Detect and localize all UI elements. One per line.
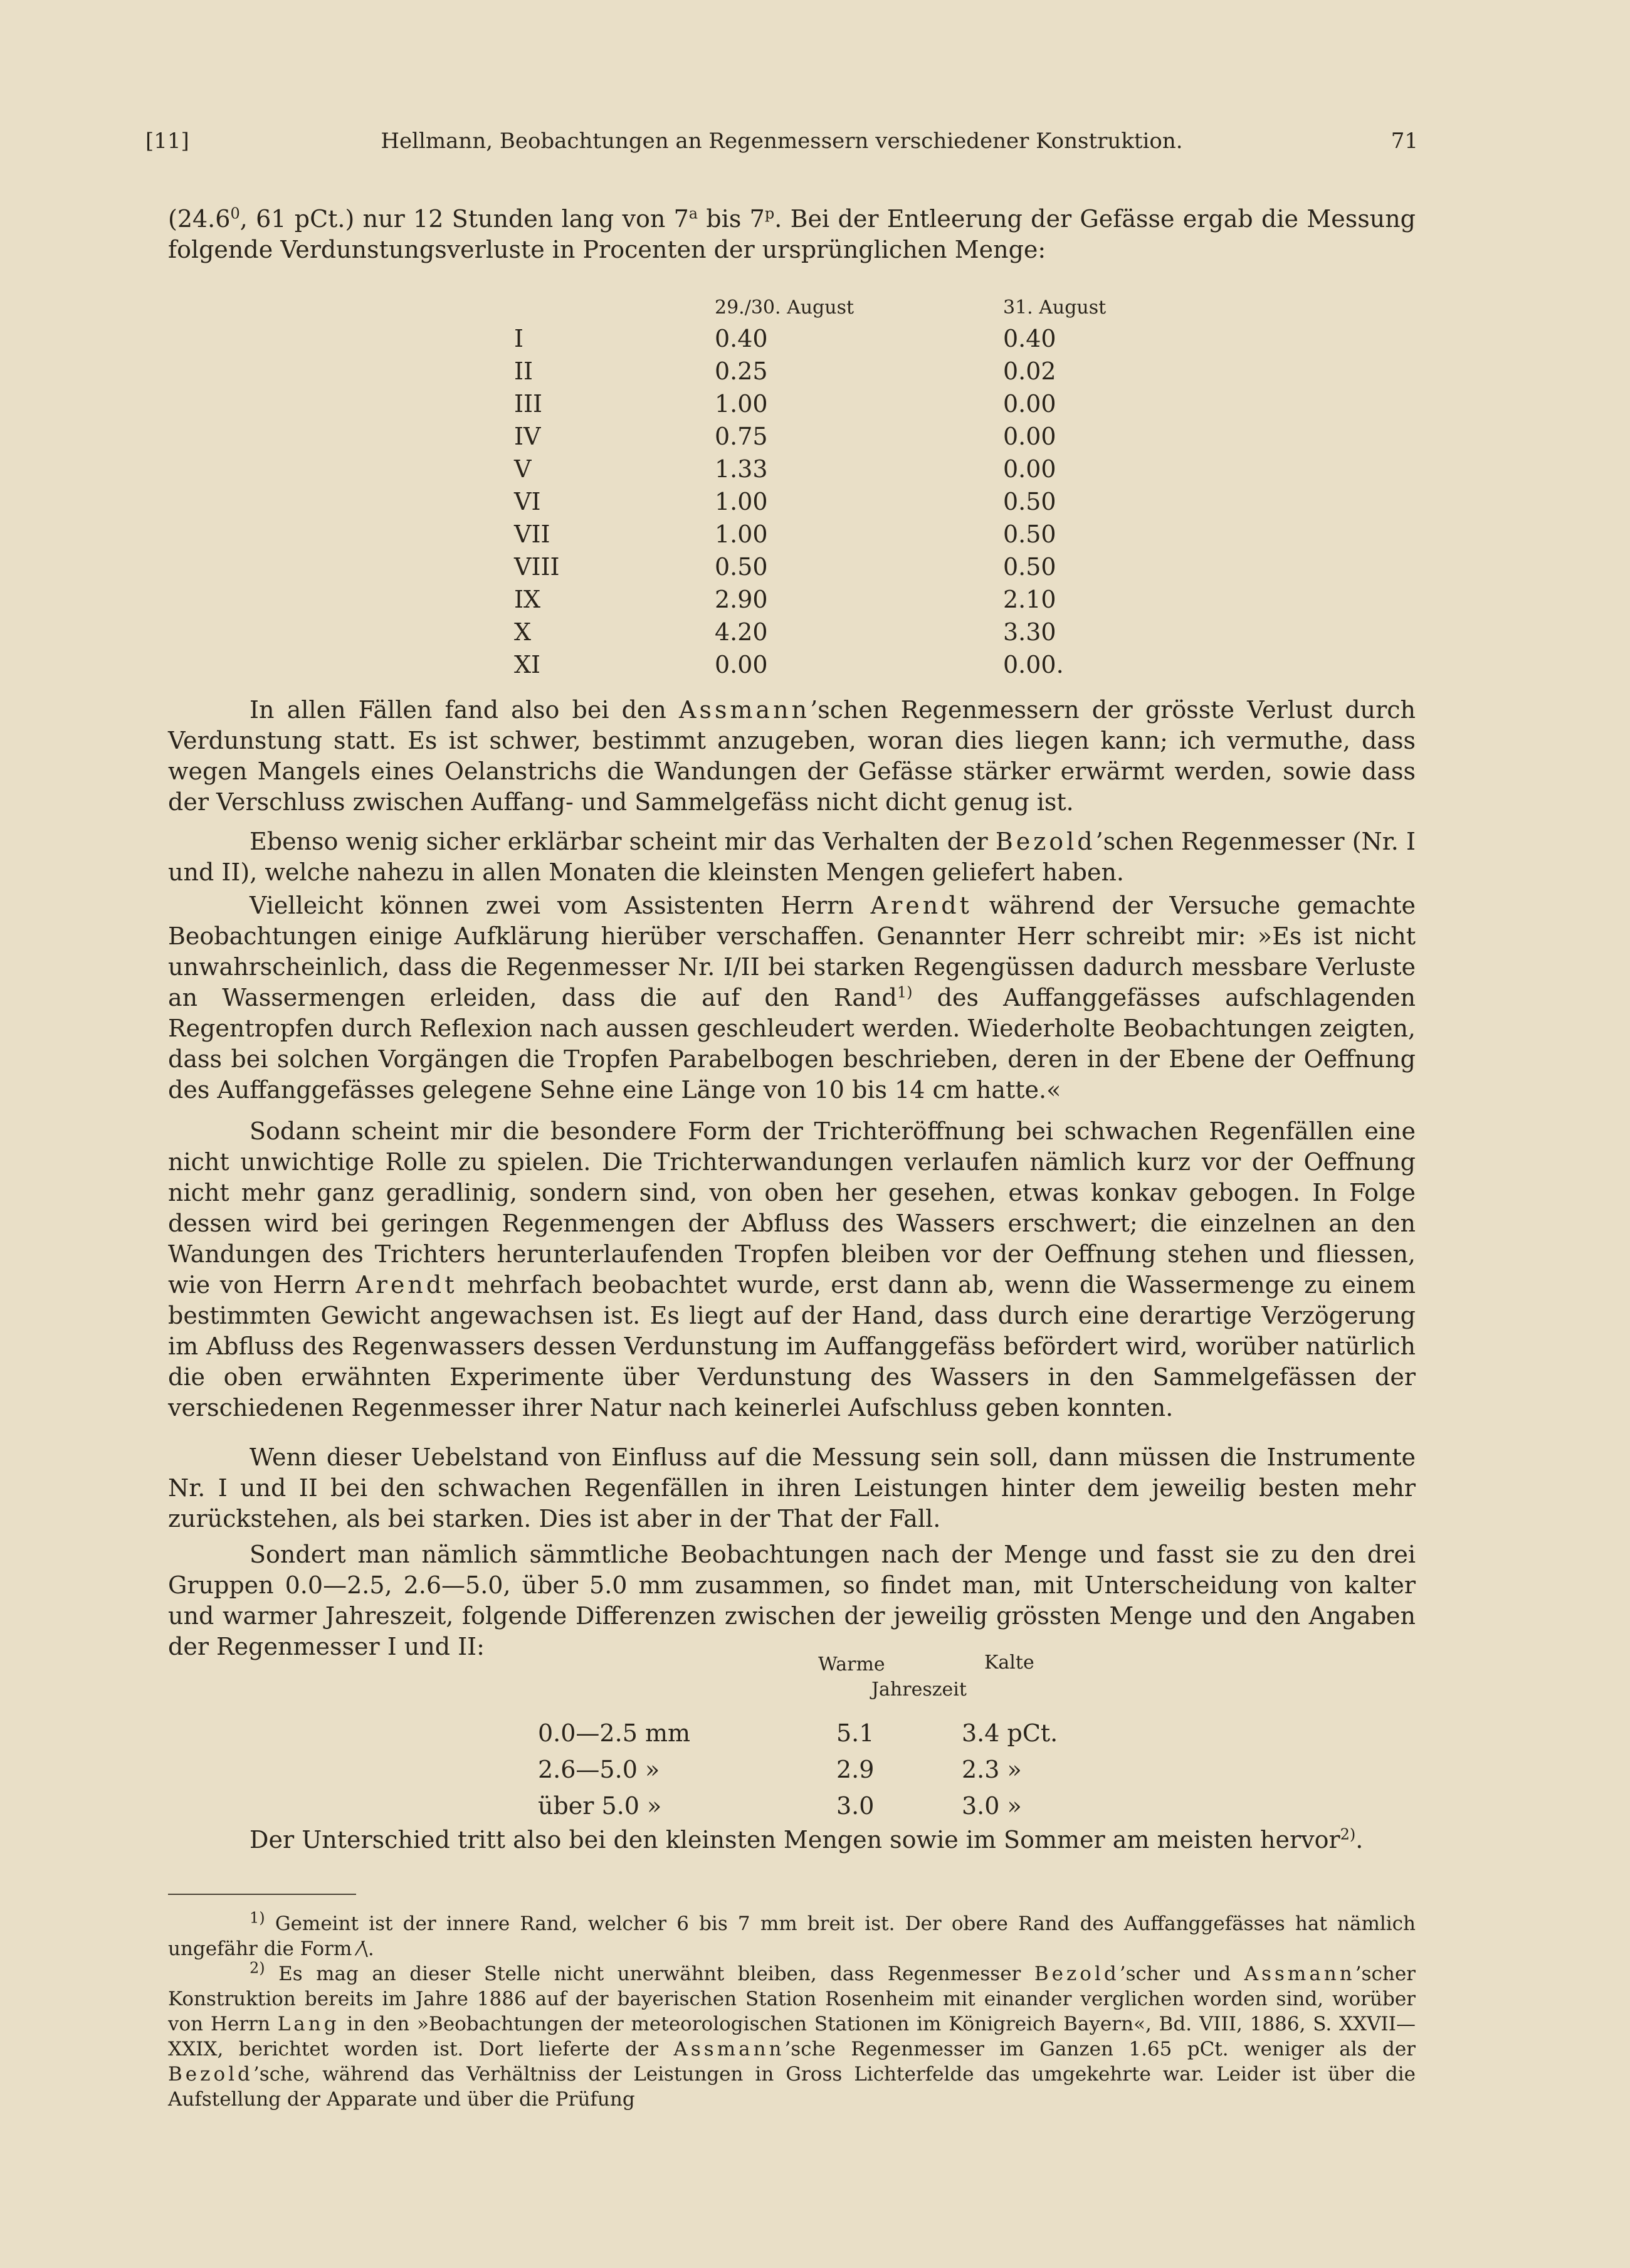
table-row: VI 1.00 0.50	[514, 488, 1056, 515]
paragraph-arendt-quote: Vielleicht können zwei vom Assistenten Herrn Arendt während der Versuche gemachte Beobachtungen einige Aufklärung hierüber verschaffen. Genannter Herr schreibt mir: »Es ist nicht unwahrscheinlich, dass die Regenmesser Nr. I/II bei starken Regengüssen dadurch messbare Verluste an Wassermengen erleiden, dass die auf den Rand$^{1)}$ des Auffanggefässes aufschlagenden Regentropfen durch Reflexion nach aussen geschleudert werden. Wiederholte Beobachtungen zeigten, dass bei solchen Vorgängen die Tropfen Parabelbogen beschrieben, deren in der Ebene der Oeffnung des Auffanggefässes gelegene Sehne eine Länge von 10 bis 14 cm hatte.«	[168, 892, 1416, 1104]
table-row: I 0.40 0.40	[514, 325, 1056, 352]
header-section-number: [11]	[145, 129, 189, 154]
paragraph-intro: (24.6$^0$, 61 pCt.) nur 12 Stunden lang von 7$^a$ bis 7$^p$. Bei der Entleerung der Gefässe ergab die Messung folgende Verdunstungsverluste in Procenten der ursprünglichen Menge:	[168, 204, 1416, 263]
person-name: Assmann	[1244, 1963, 1355, 1985]
footnote-ref: 2)	[1340, 1825, 1356, 1843]
table-row: X 4.20 3.30	[514, 618, 1056, 646]
page-number: 71	[1391, 129, 1418, 154]
table-header-row	[514, 292, 1179, 322]
table-row: 0.0—2.5 mm 5.1 3.4 pCt.	[538, 1719, 1058, 1747]
table-row: 2.6—5.0 » 2.9 2.3 »	[538, 1756, 1022, 1783]
evaporation-loss-table	[514, 292, 1179, 681]
person-name: Bezold	[168, 2063, 253, 2086]
footnote-divider	[168, 1894, 356, 1895]
difference-table	[538, 1715, 1087, 1824]
table-row: VII 1.00 0.50	[514, 520, 1056, 548]
table-row: IX 2.90 2.10	[514, 586, 1056, 613]
person-name: Arendt	[870, 892, 972, 919]
person-name: Bezold	[995, 828, 1096, 855]
person-name: Arendt	[355, 1271, 458, 1299]
table-row: VIII 0.50 0.50	[514, 553, 1056, 581]
person-name: Assmann	[679, 696, 811, 724]
footnote-mark: 1)	[250, 1909, 265, 1927]
paragraph-groups: Sondert man nämlich sämmtliche Beobachtungen nach der Menge und fasst sie zu den drei Gruppen 0.0—2.5, 2.6—5.0, über 5.0 mm zusammen, so findet man, mit Unterscheidung von kalter und warmer Jahreszeit, folgende Differenzen zwischen der jeweilig grössten Menge und den Angaben der Regenmesser I und II:	[168, 1541, 1416, 1660]
column-header-season: Jahreszeit	[871, 1679, 967, 1701]
person-name: Assmann	[673, 2038, 785, 2060]
table-row: über 5.0 » 3.0 3.0 »	[538, 1792, 1022, 1820]
person-name: Bezold	[1034, 1963, 1120, 1985]
table-row: V 1.33 0.00	[514, 455, 1056, 483]
table-row: XI 0.00 0.00.	[514, 651, 1064, 678]
paragraph-funnel: Sodann scheint mir die besondere Form der Trichteröffnung bei schwachen Regenfällen eine nicht unwichtige Rolle zu spielen. Die Trichterwandungen verlaufen nämlich kurz vor der Oeffnung nicht mehr ganz geradlinig, sondern sind, von oben her gesehen, etwas konkav gebogen. In Folge dessen wird bei geringen Regenmengen der Abfluss des Wassers erschwert; die einzelnen an den Wandungen des Trichters herunterlaufenden Tropfen bleiben vor der Oeffnung stehen und fliessen, wie von Herrn Arendt mehrfach beobachtet wurde, erst dann ab, wenn die Wassermenge zu einem bestimmten Gewicht angewachsen ist. Es liegt auf der Hand, dass durch eine derartige Verzögerung im Abfluss des Regenwassers dessen Verdunstung im Auffanggefäss befördert wird, worüber natürlich die oben erwähnten Experimente über Verdunstung des Wassers in den Sammelgefässen der verschiedenen Regenmesser ihrer Natur nach keinerlei Aufschluss geben konnten.	[168, 1117, 1416, 1421]
header-title: Hellmann, Beobachtungen an Regenmessern verschiedener Konstruktion.	[381, 129, 1183, 154]
column-header: 29./30. August	[715, 296, 854, 319]
table-row: IV 0.75 0.00	[514, 423, 1056, 450]
table-row: III 1.00 0.00	[514, 390, 1056, 418]
footnote-ref: 1)	[896, 983, 913, 1001]
column-header-cold: Kalte	[984, 1652, 1034, 1674]
paragraph-hypothesis: Wenn dieser Uebelstand von Einfluss auf die Messung sein soll, dann müssen die Instrumente Nr. I und II bei den schwachen Regenfällen in ihren Leistungen hinter dem jeweilig besten mehr zurückstehen, als bei starken. Dies ist aber in der That der Fall.	[168, 1443, 1416, 1532]
footnote-1: $^{1)}$ Gemeint ist der innere Rand, welcher 6 bis 7 mm breit ist. Der obere Rand des Auffanggefässes hat nämlich ungefähr die Form ⁄\.	[168, 1909, 1416, 1960]
paragraph-conclusion: Der Unterschied tritt also bei den kleinsten Mengen sowie im Sommer am meisten hervor$^{2)}$.	[250, 1825, 1364, 1854]
column-header: 31. August	[1003, 296, 1107, 319]
running-header	[145, 129, 1418, 160]
person-name: Lang	[277, 2013, 340, 2035]
footnote-mark: 2)	[250, 1959, 265, 1977]
column-header-warm: Warme	[818, 1654, 885, 1675]
paragraph-bezold: Ebenso wenig sicher erklärbar scheint mir das Verhalten der Bezold’schen Regenmesser (Nr. I und II), welche nahezu in allen Monaten die kleinsten Mengen geliefert haben.	[168, 828, 1416, 886]
footnote-2: $^{2)}$ Es mag an dieser Stelle nicht unerwähnt bleiben, dass Regenmesser Bezold’scher und Assmann’scher Konstruktion bereits im Jahre 1886 auf der bayerischen Station Rosenheim mit einander verglichen worden sind, worüber von Herrn Lang in den »Beobachtungen der meteorologischen Stationen im Königreich Bayern«, Bd. VIII, 1886, S. XXVII—XXIX, berichtet worden ist. Dort lieferte der Assmann’sche Regenmesser im Ganzen 1.65 pCt. weniger als der Bezold’sche, während das Verhältniss der Leistungen in Gross Lichterfelde das umgekehrte war. Leider ist über die Aufstellung der Apparate und über die Prüfung	[168, 1959, 1416, 2111]
table-row: II 0.25 0.02	[514, 357, 1056, 385]
paragraph-assmann-loss: In allen Fällen fand also bei den Assmann’schen Regenmessern der grösste Verlust durch Verdunstung statt. Es ist schwer, bestimmt anzugeben, woran dies liegen kann; ich vermuthe, dass wegen Mangels eines Oelanstrichs die Wandungen der Gefässe stärker erwärmt werden, sowie dass der Verschluss zwischen Auffang- und Sammelgefäss nicht dicht genug ist.	[168, 696, 1416, 816]
rim-shape-glyph: ⁄\	[358, 1938, 368, 1960]
